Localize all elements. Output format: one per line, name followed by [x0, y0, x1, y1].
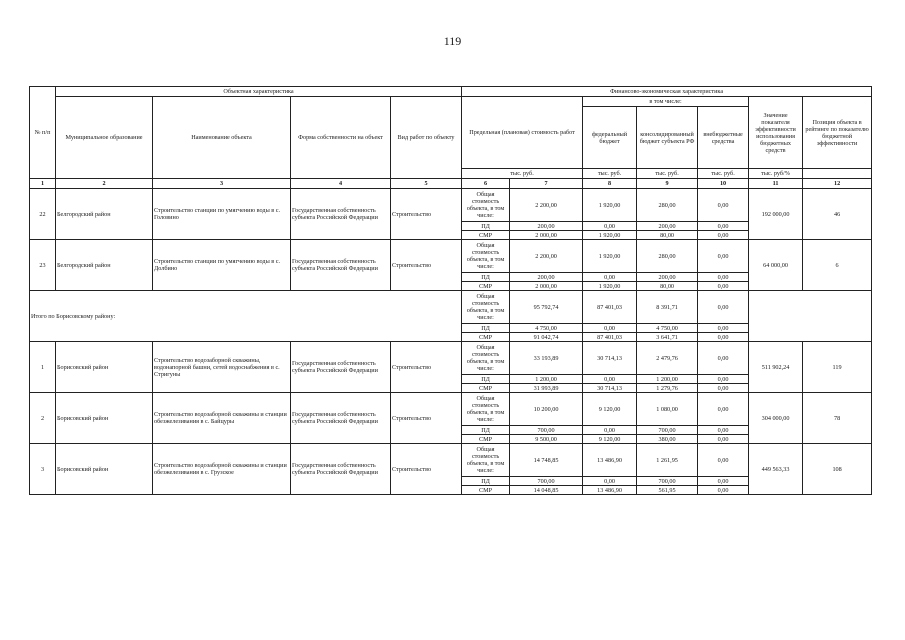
cell-pd-cost: 4 750,00 [510, 324, 583, 333]
cell-total-federal: 1 920,00 [583, 240, 637, 273]
row-ownership: Государственная собственность субъекта Российской Федерации [291, 393, 391, 444]
row-object-name: Строительство водозаборной скважины и станции обезжелезивания в с. Грузское [153, 444, 291, 495]
label-total: Общая стоимость объекта, в том числе: [462, 240, 510, 273]
cell-smr-consolidated: 80,00 [637, 282, 698, 291]
cell-pd-extrabudget: 0,00 [698, 375, 749, 384]
row-municipality: Белгородский район [56, 240, 153, 291]
label-total: Общая стоимость объекта, в том числе: [462, 444, 510, 477]
colnum: 2 [56, 179, 153, 189]
cell-pd-federal: 0,00 [583, 222, 637, 231]
cell-pd-federal: 0,00 [583, 375, 637, 384]
cell-smr-consolidated: 80,00 [637, 231, 698, 240]
cell-smr-consolidated: 561,95 [637, 486, 698, 495]
row-no: 3 [30, 444, 56, 495]
cell-total-consolidated: 1 261,95 [637, 444, 698, 477]
cell-smr-cost: 91 042,74 [510, 333, 583, 342]
label-pd: ПД [462, 273, 510, 282]
label-total: Общая стоимость объекта, в том числе: [462, 342, 510, 375]
colnum: 9 [637, 179, 698, 189]
table-row [30, 240, 872, 273]
cell-total-extrabudget: 0,00 [698, 393, 749, 426]
label-smr: СМР [462, 486, 510, 495]
row-work-type: Строительство [391, 189, 462, 240]
header-work-type: Вид работ по объекту [391, 97, 462, 179]
row-work-type: Строительство [391, 393, 462, 444]
header-extrabudget: внебюджетные средства [698, 107, 749, 169]
colnum: 12 [803, 179, 872, 189]
row-object-name: Строительство станции по умягчению воды в с. Долбино [153, 240, 291, 291]
colnum: 5 [391, 179, 462, 189]
row-efficiency: 192 000,00 [749, 189, 803, 240]
cell-total-consolidated: 280,00 [637, 189, 698, 222]
header-federal: федеральный бюджет [583, 107, 637, 169]
unit-consolidated: тыс. руб. [637, 169, 698, 179]
row-ownership: Государственная собственность субъекта Российской Федерации [291, 444, 391, 495]
cell-total-consolidated: 280,00 [637, 240, 698, 273]
cell-pd-federal: 0,00 [583, 426, 637, 435]
cell-total-cost: 10 200,00 [510, 393, 583, 426]
label-smr: СМР [462, 435, 510, 444]
cell-smr-federal: 1 920,00 [583, 282, 637, 291]
header-object-name: Наименование объекта [153, 97, 291, 179]
cell-smr-extrabudget: 0,00 [698, 384, 749, 393]
cell-pd-consolidated: 700,00 [637, 426, 698, 435]
cell-total-federal: 9 120,00 [583, 393, 637, 426]
cell-pd-cost: 200,00 [510, 273, 583, 282]
header-efficiency: Значение показателя эффективности использования бюджетных средств [749, 97, 803, 169]
row-municipality: Борисовский район [56, 393, 153, 444]
row-rating: 108 [803, 444, 872, 495]
row-work-type: Строительство [391, 444, 462, 495]
page-number: 119 [443, 34, 462, 48]
cell-pd-consolidated: 200,00 [637, 273, 698, 282]
cell-pd-extrabudget: 0,00 [698, 426, 749, 435]
cell-smr-cost: 31 993,89 [510, 384, 583, 393]
unit-cost: тыс. руб. [462, 169, 583, 179]
row-no: 1 [30, 342, 56, 393]
cell-smr-federal: 30 714,13 [583, 384, 637, 393]
subtotal-row [30, 291, 872, 324]
label-total: Общая стоимость объекта, в том числе: [462, 189, 510, 222]
header-including: в том числе: [583, 97, 749, 107]
cell-total-extrabudget: 0,00 [698, 291, 749, 324]
subtotal-label: Итого по Борисовскому району: [30, 291, 462, 342]
row-object-name: Строительство водозаборной скважины, водонапорной башни, сетей водоснабжения в с. Стригуны [153, 342, 291, 393]
cell-total-extrabudget: 0,00 [698, 189, 749, 222]
cell-pd-federal: 0,00 [583, 324, 637, 333]
colnum: 7 [510, 179, 583, 189]
row-efficiency: 449 563,33 [749, 444, 803, 495]
unit-extrabudget: тыс. руб. [698, 169, 749, 179]
row-ownership: Государственная собственность субъекта Российской Федерации [291, 342, 391, 393]
row-efficiency: 64 000,00 [749, 240, 803, 291]
colnum: 4 [291, 179, 391, 189]
cell-smr-consolidated: 380,00 [637, 435, 698, 444]
header-municipality: Муниципальное образование [56, 97, 153, 179]
cell-total-consolidated: 2 479,76 [637, 342, 698, 375]
table-row [30, 189, 872, 222]
cell-total-consolidated: 8 391,71 [637, 291, 698, 324]
label-smr: СМР [462, 384, 510, 393]
row-rating: 6 [803, 240, 872, 291]
colnum: 1 [30, 179, 56, 189]
cell-smr-consolidated: 1 279,76 [637, 384, 698, 393]
cell-smr-federal: 87 401,03 [583, 333, 637, 342]
label-smr: СМР [462, 231, 510, 240]
header-no: № п/п [30, 87, 56, 179]
cell-total-extrabudget: 0,00 [698, 444, 749, 477]
cell-pd-federal: 0,00 [583, 273, 637, 282]
cell-pd-extrabudget: 0,00 [698, 324, 749, 333]
cell-pd-extrabudget: 0,00 [698, 222, 749, 231]
row-no: 23 [30, 240, 56, 291]
header-consolidated: консолидированный бюджет субъекта РФ [637, 107, 698, 169]
row-ownership: Государственная собственность субъекта Российской Федерации [291, 240, 391, 291]
cell-total-cost: 95 792,74 [510, 291, 583, 324]
cell-smr-extrabudget: 0,00 [698, 486, 749, 495]
colnum: 8 [583, 179, 637, 189]
cell-pd-federal: 0,00 [583, 477, 637, 486]
cell-smr-extrabudget: 0,00 [698, 231, 749, 240]
cell-smr-cost: 2 000,00 [510, 282, 583, 291]
cell-pd-extrabudget: 0,00 [698, 273, 749, 282]
row-object-name: Строительство водозаборной скважины и станции обезжелезивания в с. Байцуры [153, 393, 291, 444]
cell-total-federal: 30 714,13 [583, 342, 637, 375]
label-smr: СМР [462, 282, 510, 291]
label-total: Общая стоимость объекта, в том числе: [462, 291, 510, 324]
colnum: 6 [462, 179, 510, 189]
cell-total-consolidated: 1 080,00 [637, 393, 698, 426]
label-total: Общая стоимость объекта, в том числе: [462, 393, 510, 426]
financial-table [29, 86, 872, 495]
row-rating: 78 [803, 393, 872, 444]
cell-pd-consolidated: 200,00 [637, 222, 698, 231]
cell-total-cost: 2 200,00 [510, 189, 583, 222]
row-efficiency: 511 902,24 [749, 342, 803, 393]
cell-smr-extrabudget: 0,00 [698, 333, 749, 342]
row-work-type: Строительство [391, 342, 462, 393]
unit-efficiency: тыс. руб/% [749, 169, 803, 179]
cell-total-cost: 14 748,85 [510, 444, 583, 477]
row-municipality: Белгородский район [56, 189, 153, 240]
row-rating: 46 [803, 189, 872, 240]
cell-smr-cost: 2 000,00 [510, 231, 583, 240]
cell-total-cost: 2 200,00 [510, 240, 583, 273]
label-pd: ПД [462, 375, 510, 384]
row-no: 2 [30, 393, 56, 444]
header-estimated-cost: Предельная (плановая) стоимость работ [462, 97, 583, 169]
header-object-characteristics: Объектная характеристика [56, 87, 462, 97]
cell-total-federal: 13 486,90 [583, 444, 637, 477]
cell-total-extrabudget: 0,00 [698, 240, 749, 273]
row-municipality: Борисовский район [56, 444, 153, 495]
label-pd: ПД [462, 222, 510, 231]
cell-smr-extrabudget: 0,00 [698, 435, 749, 444]
cell-smr-cost: 9 500,00 [510, 435, 583, 444]
colnum: 10 [698, 179, 749, 189]
cell-smr-extrabudget: 0,00 [698, 282, 749, 291]
cell-pd-consolidated: 4 750,00 [637, 324, 698, 333]
row-efficiency: 304 000,00 [749, 393, 803, 444]
cell-pd-consolidated: 1 200,00 [637, 375, 698, 384]
header-ownership: Форма собственности на объект [291, 97, 391, 179]
colnum: 11 [749, 179, 803, 189]
cell-smr-cost: 14 048,85 [510, 486, 583, 495]
row-rating: 119 [803, 342, 872, 393]
row-municipality: Борисовский район [56, 342, 153, 393]
header-financial-characteristics: Финансово-экономическая характеристика [462, 87, 872, 97]
cell-smr-federal: 9 120,00 [583, 435, 637, 444]
row-ownership: Государственная собственность субъекта Российской Федерации [291, 189, 391, 240]
table-row [30, 342, 872, 375]
row-work-type: Строительство [391, 240, 462, 291]
label-pd: ПД [462, 477, 510, 486]
unit-federal: тыс. руб. [583, 169, 637, 179]
cell-total-cost: 33 193,89 [510, 342, 583, 375]
cell-total-federal: 87 401,03 [583, 291, 637, 324]
cell-smr-federal: 13 486,90 [583, 486, 637, 495]
label-smr: СМР [462, 333, 510, 342]
row-object-name: Строительство станции по умягчению воды в с. Головино [153, 189, 291, 240]
cell-total-federal: 1 920,00 [583, 189, 637, 222]
cell-pd-cost: 700,00 [510, 477, 583, 486]
column-numbers-row [30, 179, 872, 189]
cell-smr-consolidated: 3 641,71 [637, 333, 698, 342]
cell-pd-extrabudget: 0,00 [698, 477, 749, 486]
table-row [30, 393, 872, 426]
label-pd: ПД [462, 426, 510, 435]
cell-pd-cost: 200,00 [510, 222, 583, 231]
colnum: 3 [153, 179, 291, 189]
cell-pd-consolidated: 700,00 [637, 477, 698, 486]
label-pd: ПД [462, 324, 510, 333]
cell-smr-federal: 1 920,00 [583, 231, 637, 240]
cell-pd-cost: 1 200,00 [510, 375, 583, 384]
header-rating: Позиция объекта в рейтинге по показателю бюджетной эффективности [803, 97, 872, 169]
cell-total-extrabudget: 0,00 [698, 342, 749, 375]
row-no: 22 [30, 189, 56, 240]
table-row [30, 444, 872, 477]
cell-pd-cost: 700,00 [510, 426, 583, 435]
